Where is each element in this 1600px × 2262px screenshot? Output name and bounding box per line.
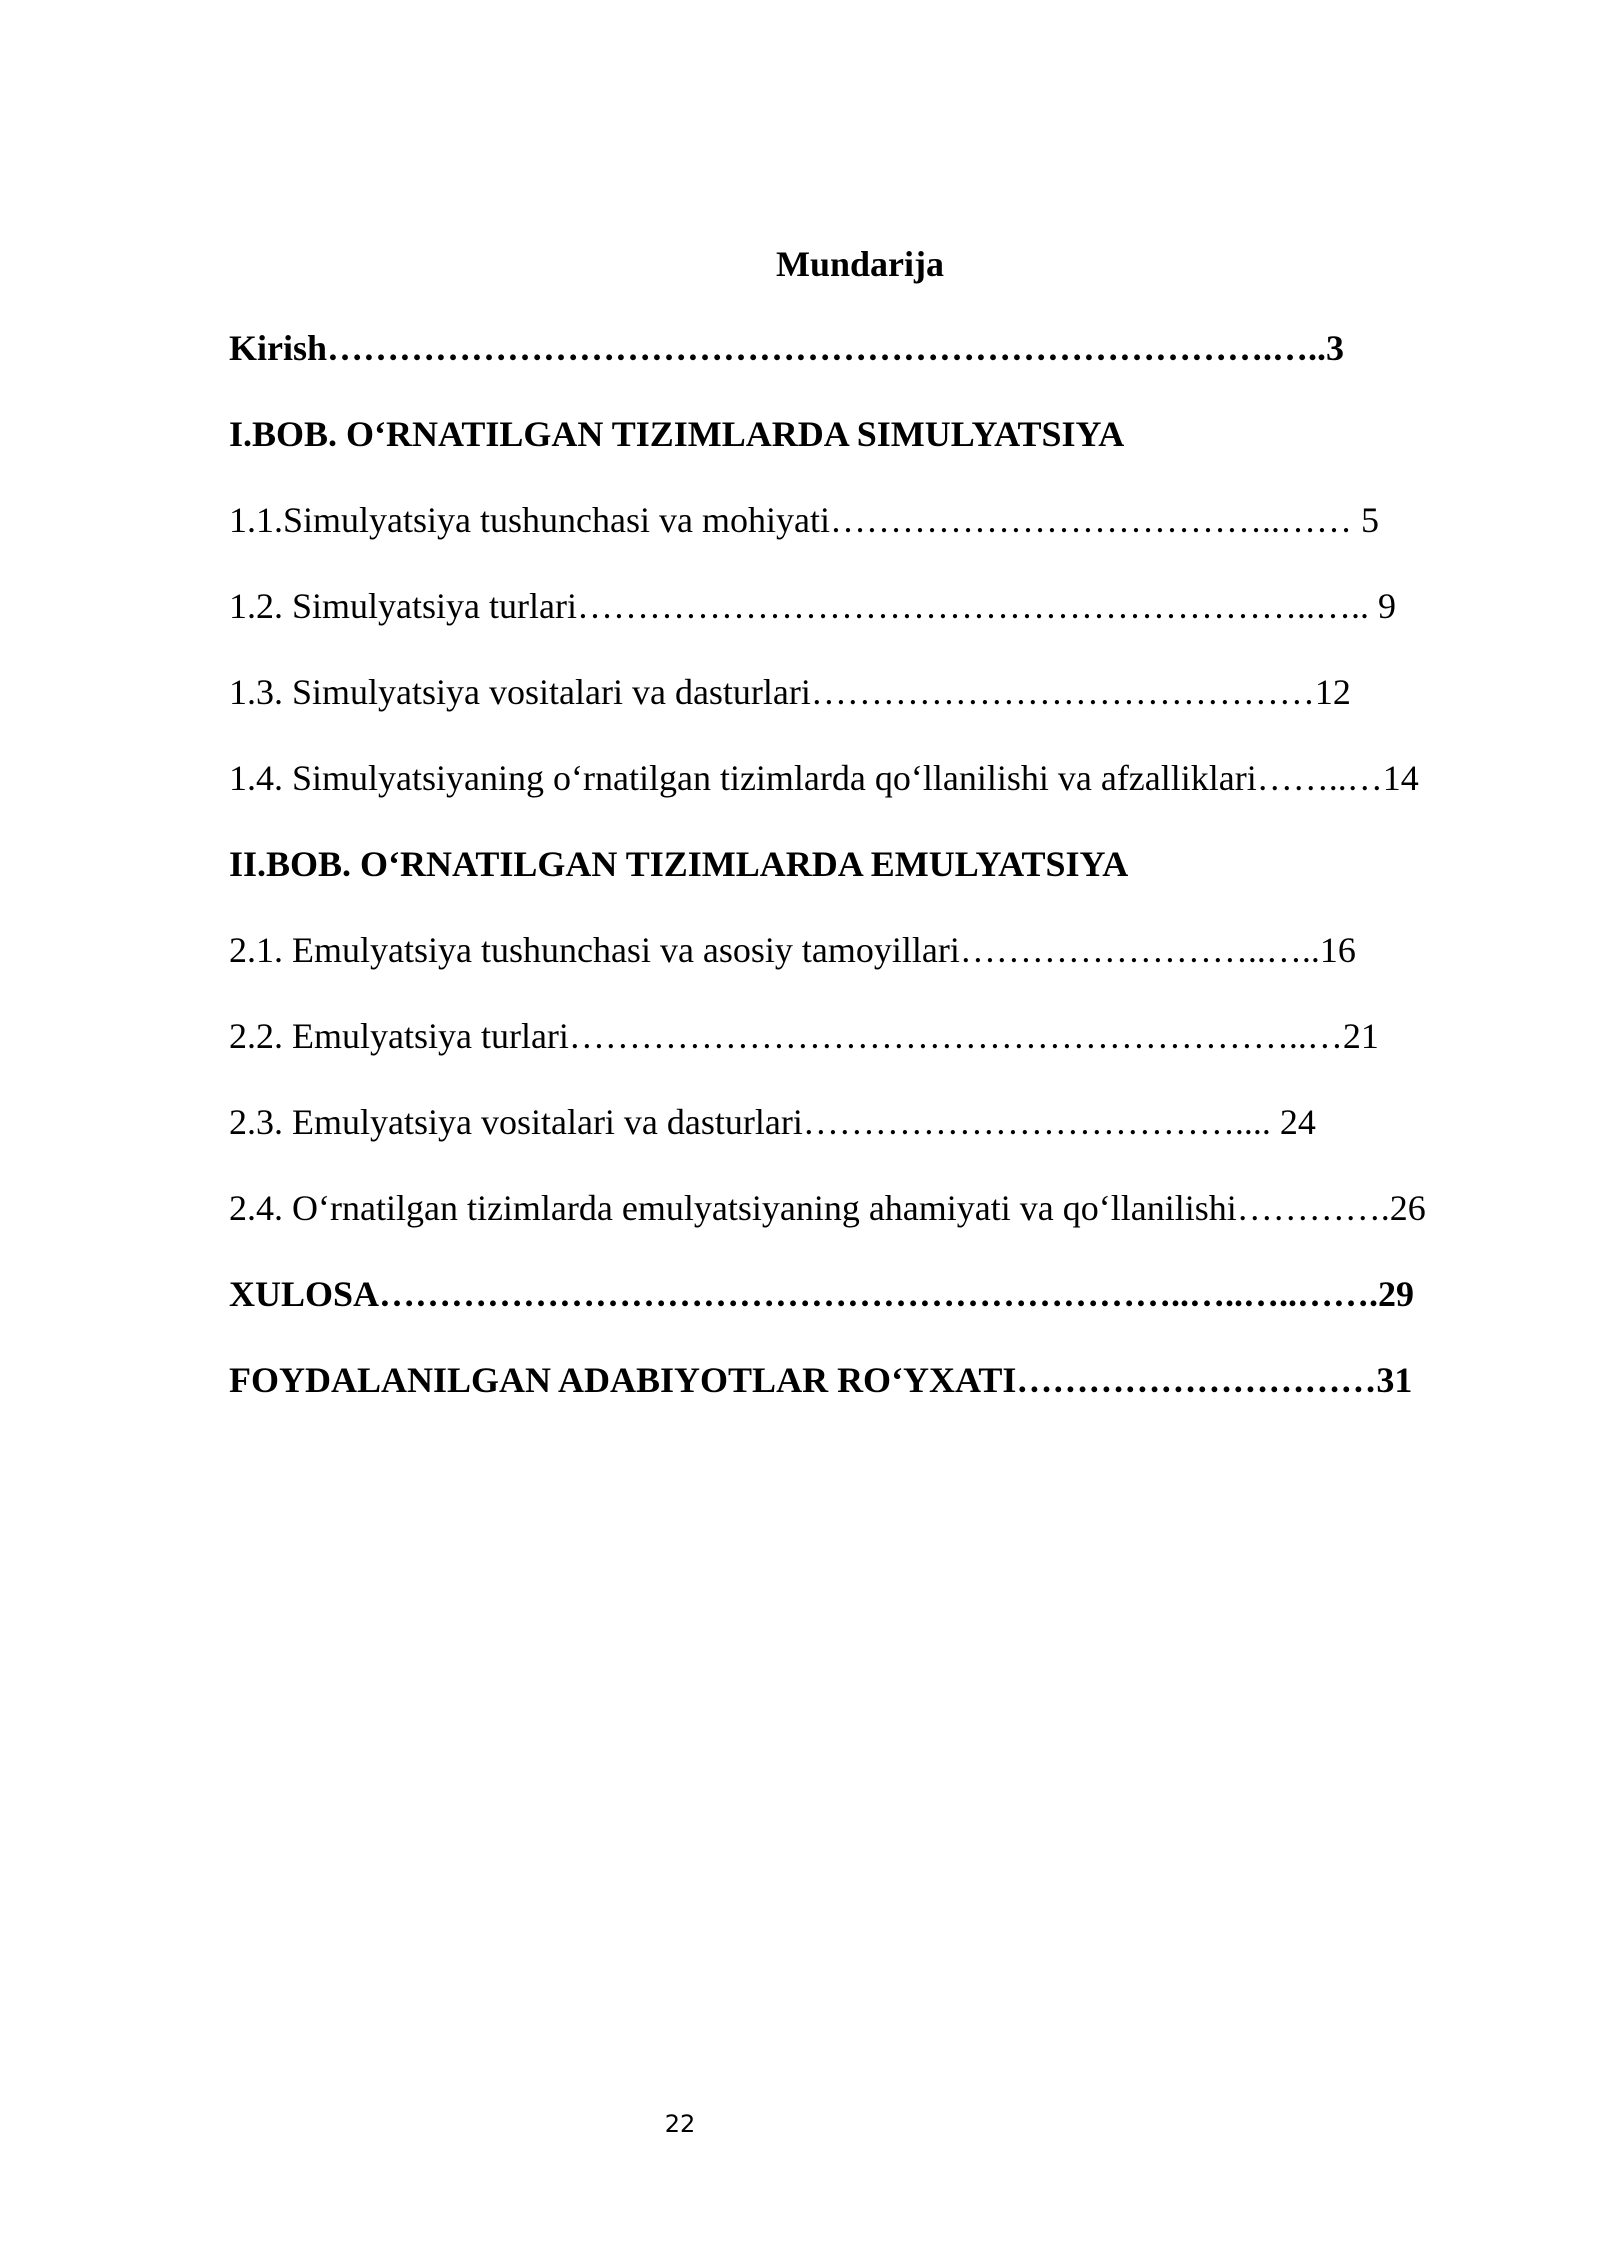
toc-title: Mundarija [775,244,944,284]
toc-entry-kirish[interactable]: Kirish…………………………………………………………………….…..3 [229,328,1345,368]
toc-entry-xulosa[interactable]: XULOSA…………………………………………………………..…..…..…….29 [229,1274,1415,1314]
toc-entry-section-2-3[interactable]: 2.3. Emulyatsiya vositalari va dasturlari……………………………….... 24 [229,1102,1316,1142]
toc-entry-section-1-1[interactable]: 1.1.Simulyatsiya tushunchasi va mohiyati………………………………..…… 5 [229,500,1379,540]
toc-entry-bibliography[interactable]: FOYDALANILGAN ADABIYOTLAR RO‘YXATI…………………………31 [229,1360,1413,1400]
toc-entry-section-1-3[interactable]: 1.3. Simulyatsiya vositalari va dasturlari……………………………………12 [229,672,1351,712]
toc-entry-chapter-1[interactable]: I.BOB. O‘RNATILGAN TIZIMLARDA SIMULYATSIYA [229,414,1125,454]
toc-entry-section-2-2[interactable]: 2.2. Emulyatsiya turlari……………………………………………………..…21 [229,1016,1379,1056]
toc-entry-section-2-4[interactable]: 2.4. O‘rnatilgan tizimlarda emulyatsiyaning ahamiyati va qo‘llanilishi………….26 [229,1188,1426,1228]
toc-entry-section-2-1[interactable]: 2.1. Emulyatsiya tushunchasi va asosiy tamoyillari……………………..…..16 [229,930,1356,970]
toc-entry-chapter-2[interactable]: II.BOB. O‘RNATILGAN TIZIMLARDA EMULYATSIYA [229,844,1129,884]
toc-entry-section-1-2[interactable]: 1.2. Simulyatsiya turlari……………………………………………………..….. 9 [229,586,1396,626]
toc-entry-section-1-4[interactable]: 1.4. Simulyatsiyaning o‘rnatilgan tizimlarda qo‘llanilishi va afzalliklari……..…14 [229,758,1419,798]
page-number: 22 [664,2110,696,2138]
